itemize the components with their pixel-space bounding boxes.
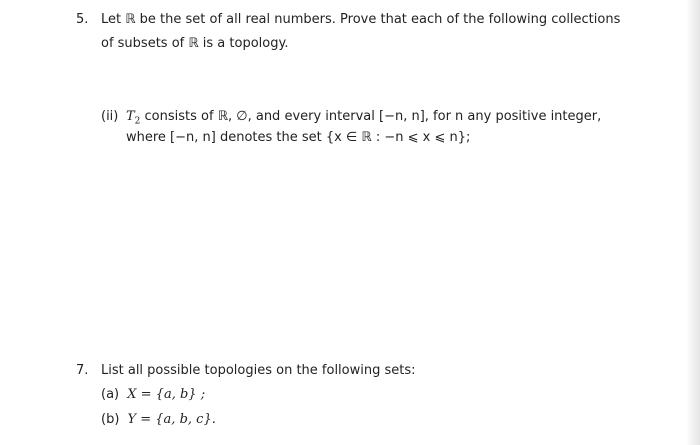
part-ii-text-line1 xyxy=(126,109,601,130)
part-ii-label: (ii) xyxy=(101,109,119,124)
item-a-math: X = {a, b} ; xyxy=(127,387,206,402)
problem-5-text-line2: of subsets of ℝ is a topology. xyxy=(101,36,289,51)
problem-7-text-line1: List all possible topologies on the following sets: xyxy=(101,363,416,378)
item-b-label: (b) xyxy=(101,412,120,427)
part-ii-t-symbol: T xyxy=(126,109,135,124)
problem-5-number: 5. xyxy=(76,12,89,27)
item-b-math: Y = {a, b, c}. xyxy=(127,412,216,427)
part-ii-t-subscript: 2 xyxy=(134,116,141,127)
problem-7-number: 7. xyxy=(76,363,89,378)
problem-7-item-b xyxy=(101,412,216,428)
item-a-label: (a) xyxy=(101,387,120,402)
page-edge-shadow xyxy=(686,0,700,445)
part-ii-line1-rest: consists of ℝ, ∅, and every interval [−n, n], for n any positive integer, xyxy=(140,109,602,124)
part-ii-text-line2: where [−n, n] denotes the set {x ∈ ℝ : −n ⩽ x ⩽ n}; xyxy=(126,130,471,145)
problem-7-item-a xyxy=(101,387,205,403)
problem-5-text-line1: Let ℝ be the set of all real numbers. Prove that each of the following collections xyxy=(101,12,621,27)
